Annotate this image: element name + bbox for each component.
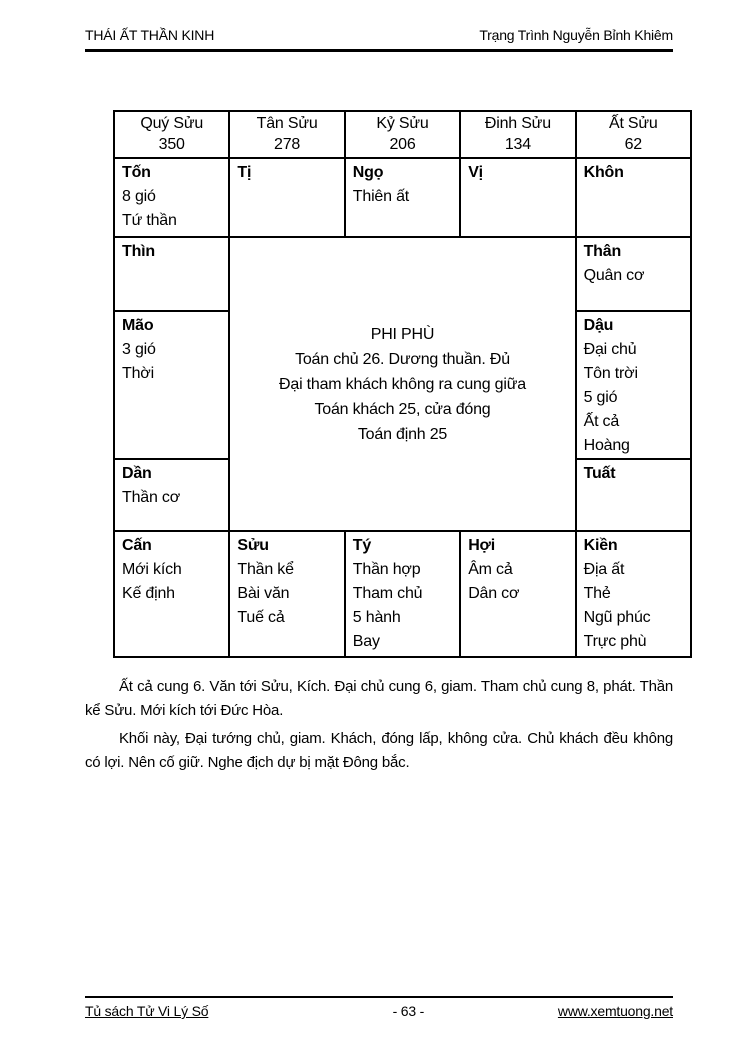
palace-title: Thìn: [122, 243, 155, 260]
palace-line: 8 gió: [122, 188, 156, 205]
year-value: 134: [504, 136, 531, 153]
palace-line: 5 hành: [352, 609, 401, 626]
palace-line: Đại chủ: [583, 341, 637, 358]
header-book-title: THÁI ẤT THẦN KINH: [85, 27, 215, 43]
palace-line: Bay: [352, 633, 380, 650]
year-cell-quy-suu: [115, 112, 228, 157]
palace-line: Thẻ: [583, 585, 611, 602]
palace-title: Tốn: [122, 164, 151, 181]
palace-suu: [230, 532, 343, 656]
palace-line: Thần kể: [237, 561, 294, 578]
palace-line: Tuế cả: [237, 609, 285, 626]
year-name: Ất Sửu: [608, 115, 658, 132]
palace-than: [577, 238, 690, 310]
palace-line: Hoàng: [583, 437, 630, 454]
palace-title: Vị: [468, 164, 483, 181]
header-author: Trạng Trình Nguyễn Bỉnh Khiêm: [479, 27, 673, 43]
footer-page-number: - 63 -: [392, 1003, 425, 1019]
palace-line: Thần cơ: [122, 489, 181, 506]
palace-line: Thời: [122, 365, 154, 382]
palace-line: Thiên ất: [352, 188, 410, 205]
commentary-paragraph: Khối này, Đại tướng chủ, giam. Khách, đóng lấp, không cửa. Chủ khách đều không có lợi. Nên cố giữ. Nghe địch dự bị mặt Đông bắc.: [85, 730, 673, 771]
year-value: 206: [389, 136, 416, 153]
palace-ty: [346, 532, 459, 656]
palace-line: Kế định: [122, 585, 175, 602]
palace-line: Dân cơ: [468, 585, 520, 602]
palace-title: Mão: [122, 317, 154, 334]
year-value: 62: [624, 136, 642, 153]
palace-ti: [230, 159, 343, 236]
year-name: Quý Sửu: [140, 115, 204, 132]
palace-hoi: [461, 532, 574, 656]
year-name: Kỷ Sửu: [376, 115, 429, 132]
palace-line: Ất cả: [583, 413, 620, 430]
year-value: 350: [158, 136, 185, 153]
year-cell-at-suu: [577, 112, 690, 157]
palace-line: Tham chủ: [352, 585, 423, 602]
year-cell-dinh-suu: [461, 112, 574, 157]
palace-kien: [577, 532, 690, 656]
palace-title: Sửu: [237, 537, 269, 554]
footer-website-link[interactable]: www.xemtuong.net: [557, 1003, 673, 1019]
palace-title: Dậu: [583, 317, 614, 334]
palace-line: Địa ất: [583, 561, 625, 578]
center-judgment-cell: [230, 238, 574, 530]
year-name: Đinh Sửu: [484, 115, 551, 132]
year-name: Tân Sửu: [256, 115, 318, 132]
palace-line: Bài văn: [237, 585, 290, 602]
year-cell-ky-suu: [346, 112, 459, 157]
palace-line: 3 gió: [122, 341, 156, 358]
palace-title: Tuất: [583, 465, 616, 482]
palace-title: Tị: [237, 164, 252, 181]
palace-title: Dần: [122, 465, 152, 482]
palace-ton: [115, 159, 228, 236]
page-footer: [85, 996, 673, 1019]
palace-khon: [577, 159, 690, 236]
palace-ngo: [346, 159, 459, 236]
palace-mao: [115, 312, 228, 458]
palace-title: Hợi: [468, 537, 495, 554]
center-line: Đại tham khách không ra cung giữa: [279, 375, 526, 393]
year-cell-tan-suu: [230, 112, 343, 157]
palace-title: Thân: [583, 243, 622, 260]
palace-dan: [115, 460, 228, 530]
palace-title: Tý: [352, 537, 372, 554]
palace-line: Mới kích: [122, 561, 182, 578]
palace-line: Thần hợp: [352, 561, 421, 578]
palace-line: Ngũ phúc: [583, 609, 651, 626]
center-title: PHI PHÙ: [370, 325, 435, 343]
palace-title: Khôn: [583, 164, 624, 181]
palace-line: Tôn trời: [583, 365, 638, 382]
center-line: Toán khách 25, cửa đóng: [314, 400, 491, 418]
palace-thin: [115, 238, 228, 310]
footer-series-title: Tủ sách Tử Vi Lý Số: [85, 1003, 209, 1019]
palace-line: 5 gió: [583, 389, 618, 406]
commentary: [85, 675, 673, 779]
palace-line: Tứ thần: [122, 212, 177, 229]
year-value: 278: [274, 136, 301, 153]
palace-title: Ngọ: [352, 164, 384, 181]
palace-line: Âm cả: [468, 561, 513, 578]
palace-line: Quân cơ: [583, 267, 645, 284]
palace-title: Kiền: [583, 537, 618, 554]
palace-title: Cấn: [122, 537, 152, 554]
palace-dau: [577, 312, 690, 458]
palace-tuat: [577, 460, 690, 530]
center-line: Toán định 25: [357, 425, 448, 443]
commentary-paragraph: Ất cả cung 6. Văn tới Sửu, Kích. Đại chủ cung 6, giam. Tham chủ cung 8, phát. Thần kể Sửu. Mới kích tới Đức Hòa.: [85, 678, 673, 719]
page-header: [85, 27, 673, 52]
palace-line: Trực phù: [583, 633, 647, 650]
thai-at-chart: [113, 110, 692, 658]
palace-vi: [461, 159, 574, 236]
center-line: Toán chủ 26. Dương thuần. Đủ: [295, 350, 510, 368]
palace-can: [115, 532, 228, 656]
